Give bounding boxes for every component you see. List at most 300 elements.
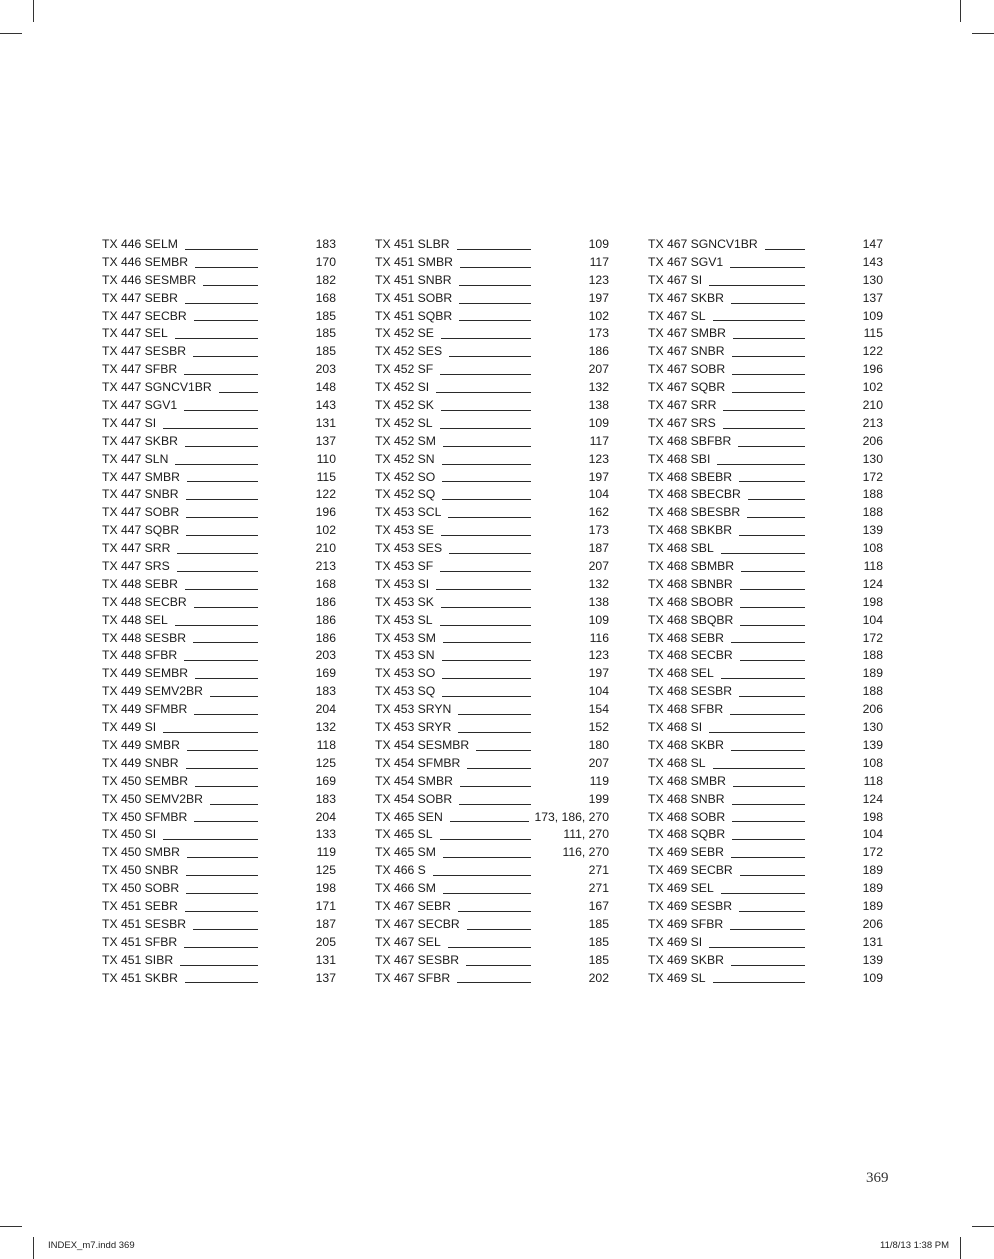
entry-leader-line [184, 947, 258, 948]
entry-code: TX 454 SMBR [375, 773, 453, 788]
index-entry [102, 612, 336, 630]
index-entry [648, 755, 883, 773]
entry-code: TX 450 SMBR [102, 845, 180, 860]
entry-code: TX 446 SEMBR [102, 254, 189, 269]
entry-pages: 109 [588, 415, 609, 430]
entry-leader-line [740, 589, 805, 590]
entry-pages: 119 [589, 773, 609, 788]
entry-leader-line [739, 911, 805, 912]
index-entry [648, 773, 883, 791]
entry-leader-line [186, 768, 258, 769]
entry-leader-line [163, 839, 258, 840]
entry-code: TX 450 SEMV2BR [102, 791, 203, 806]
index-entry [375, 451, 609, 469]
entry-pages: 185 [588, 952, 609, 967]
entry-pages: 205 [315, 934, 336, 949]
entry-pages: 104 [862, 827, 883, 842]
entry-leader-line [448, 947, 531, 948]
slug-datetime: 11/8/13 1:38 PM [880, 1240, 950, 1251]
entry-code: TX 453 SL [375, 612, 433, 627]
index-entry [648, 522, 883, 540]
entry-leader-line [732, 804, 805, 805]
entry-code: TX 447 SKBR [102, 433, 178, 448]
index-entry [648, 862, 883, 880]
index-entry [375, 630, 609, 648]
entry-code: TX 449 SEMBR [102, 666, 189, 681]
entry-leader-line [440, 839, 531, 840]
entry-code: TX 465 SEN [375, 809, 443, 824]
index-entry [102, 415, 336, 433]
entry-leader-line [184, 374, 258, 375]
entry-pages: 119 [316, 845, 336, 860]
entry-pages: 137 [315, 433, 336, 448]
entry-code: TX 468 SBKBR [648, 523, 732, 538]
entry-leader-line [185, 446, 258, 447]
entry-code: TX 454 SFMBR [375, 755, 461, 770]
entry-pages: 143 [315, 398, 336, 413]
entry-pages: 102 [588, 308, 609, 323]
entry-pages: 206 [862, 916, 883, 931]
entry-pages: 110 [316, 451, 336, 466]
index-entry [102, 236, 336, 254]
entry-leader-line [732, 839, 805, 840]
index-entry [102, 540, 336, 558]
index-entry [648, 254, 883, 272]
entry-leader-line [186, 893, 258, 894]
entry-code: TX 452 SF [375, 362, 434, 377]
entry-code: TX 468 SESBR [648, 684, 732, 699]
entry-code: TX 468 SBL [648, 541, 714, 556]
entry-pages: 204 [315, 809, 336, 824]
index-entry [102, 862, 336, 880]
entry-pages: 116, 270 [562, 845, 609, 860]
entry-pages: 138 [588, 594, 609, 609]
entry-pages: 186 [315, 630, 336, 645]
entry-leader-line [185, 911, 258, 912]
index-entry [648, 970, 883, 988]
entry-pages: 185 [315, 326, 336, 341]
entry-leader-line [747, 517, 805, 518]
entry-pages: 169 [315, 773, 336, 788]
entry-pages: 189 [862, 863, 883, 878]
entry-pages: 123 [588, 451, 609, 466]
entry-leader-line [732, 356, 805, 357]
index-entry [102, 755, 336, 773]
entry-leader-line [163, 428, 258, 429]
entry-leader-line [185, 303, 258, 304]
entry-pages: 130 [862, 451, 883, 466]
entry-code: TX 467 SI [648, 272, 703, 287]
index-entry [102, 576, 336, 594]
entry-pages: 187 [588, 541, 609, 556]
index-entry [375, 236, 609, 254]
index-entry [102, 898, 336, 916]
index-entry [648, 737, 883, 755]
entry-leader-line [449, 356, 531, 357]
entry-leader-line [443, 446, 531, 447]
index-entry [102, 970, 336, 988]
entry-pages: 109 [862, 308, 883, 323]
entry-leader-line [721, 893, 805, 894]
entry-pages: 206 [862, 433, 883, 448]
index-entry [648, 397, 883, 415]
entry-code: TX 451 SOBR [375, 290, 453, 305]
entry-leader-line [203, 285, 258, 286]
entry-code: TX 469 SKBR [648, 952, 724, 967]
entry-code: TX 451 SIBR [102, 952, 174, 967]
entry-code: TX 447 SRR [102, 541, 171, 556]
crop-mark-bottom-left-h [0, 1226, 22, 1227]
index-entry [648, 379, 883, 397]
entry-leader-line [476, 750, 531, 751]
index-entry [102, 254, 336, 272]
entry-leader-line [740, 607, 805, 608]
entry-leader-line [730, 267, 805, 268]
entry-code: TX 453 SES [375, 541, 443, 556]
entry-pages: 197 [588, 666, 609, 681]
entry-code: TX 468 SBI [648, 451, 711, 466]
entry-code: TX 467 SKBR [648, 290, 724, 305]
index-entry [102, 737, 336, 755]
entry-pages: 187 [315, 916, 336, 931]
index-entry [375, 254, 609, 272]
entry-leader-line [163, 732, 258, 733]
entry-leader-line [442, 464, 531, 465]
index-entry [375, 737, 609, 755]
entry-code: TX 468 SFBR [648, 702, 724, 717]
index-entry [375, 379, 609, 397]
index-entry [648, 880, 883, 898]
index-entry [648, 701, 883, 719]
crop-mark-top-right-v [960, 0, 961, 22]
entry-pages: 173, 186, 270 [534, 809, 609, 824]
entry-leader-line [450, 821, 530, 822]
entry-code: TX 451 SLBR [375, 237, 450, 251]
entry-code: TX 454 SESMBR [375, 737, 470, 752]
index-entry [102, 773, 336, 791]
entry-code: TX 469 SEL [648, 881, 714, 896]
entry-leader-line [738, 446, 805, 447]
entry-code: TX 468 SBNBR [648, 576, 733, 591]
index-entry [102, 630, 336, 648]
entry-pages: 188 [862, 487, 883, 502]
entry-leader-line [210, 804, 258, 805]
entry-code: TX 453 SQ [375, 684, 436, 699]
index-entry [375, 558, 609, 576]
entry-code: TX 449 SI [102, 720, 157, 735]
index-entry [375, 665, 609, 683]
index-entry [648, 236, 883, 254]
entry-leader-line [733, 338, 805, 339]
entry-pages: 108 [862, 541, 883, 556]
entry-pages: 111, 270 [563, 827, 609, 842]
entry-pages: 115 [316, 469, 336, 484]
entry-code: TX 446 SELM [102, 237, 178, 251]
entry-pages: 197 [588, 290, 609, 305]
entry-leader-line [748, 499, 805, 500]
entry-leader-line [180, 965, 258, 966]
index-entry [648, 898, 883, 916]
index-entry [102, 826, 336, 844]
index-entry [102, 361, 336, 379]
entry-code: TX 451 SESBR [102, 916, 186, 931]
index-entry [648, 290, 883, 308]
entry-leader-line [443, 642, 531, 643]
entry-code: TX 449 SMBR [102, 737, 180, 752]
index-entry [648, 844, 883, 862]
index-entry [102, 594, 336, 612]
entry-leader-line [457, 982, 531, 983]
entry-pages: 148 [315, 380, 336, 395]
entry-leader-line [219, 392, 258, 393]
entry-pages: 131 [862, 934, 883, 949]
entry-pages: 204 [315, 702, 336, 717]
entry-pages: 188 [862, 684, 883, 699]
crop-mark-top-left-h [0, 33, 22, 34]
entry-code: TX 452 SI [375, 380, 430, 395]
entry-pages: 210 [315, 541, 336, 556]
entry-pages: 133 [315, 827, 336, 842]
entry-code: TX 468 SMBR [648, 773, 726, 788]
entry-leader-line [717, 464, 805, 465]
entry-code: TX 451 SQBR [375, 308, 453, 323]
entry-leader-line [740, 875, 805, 876]
entry-code: TX 451 SMBR [375, 254, 453, 269]
entry-code: TX 467 SRR [648, 398, 717, 413]
page-number: 369 [866, 1170, 889, 1186]
entry-code: TX 453 SK [375, 594, 434, 609]
index-entry [102, 719, 336, 737]
entry-pages: 118 [863, 773, 883, 788]
index-entry [648, 486, 883, 504]
index-entry [375, 415, 609, 433]
entry-code: TX 453 SO [375, 666, 436, 681]
entry-leader-line [186, 499, 258, 500]
entry-code: TX 451 SEBR [102, 898, 178, 913]
entry-code: TX 467 SEBR [375, 898, 451, 913]
index-entry [375, 826, 609, 844]
entry-pages: 130 [862, 720, 883, 735]
entry-code: TX 466 SM [375, 881, 436, 896]
index-entry [648, 325, 883, 343]
entry-code: TX 468 SNBR [648, 791, 725, 806]
entry-leader-line [732, 392, 805, 393]
slug-file-info: INDEX_m7.indd 369 [48, 1240, 135, 1251]
entry-leader-line [732, 374, 805, 375]
entry-pages: 167 [588, 898, 609, 913]
entry-code: TX 453 SRYR [375, 720, 452, 735]
entry-pages: 143 [862, 254, 883, 269]
index-entry [102, 486, 336, 504]
entry-code: TX 468 SBESBR [648, 505, 741, 520]
entry-pages: 198 [862, 809, 883, 824]
entry-code: TX 469 SL [648, 970, 706, 985]
index-entry [648, 683, 883, 701]
entry-code: TX 451 SFBR [102, 934, 178, 949]
entry-code: TX 448 SEL [102, 612, 168, 627]
entry-code: TX 449 SEMV2BR [102, 684, 203, 699]
index-entry [375, 290, 609, 308]
entry-pages: 180 [588, 737, 609, 752]
entry-leader-line [186, 535, 258, 536]
entry-leader-line [441, 607, 531, 608]
entry-code: TX 468 SBQBR [648, 612, 734, 627]
entry-code: TX 465 SL [375, 827, 433, 842]
index-entry [648, 665, 883, 683]
index-entry [648, 719, 883, 737]
index-entry [375, 486, 609, 504]
entry-code: TX 469 SESBR [648, 898, 732, 913]
entry-pages: 186 [315, 594, 336, 609]
index-entry [375, 540, 609, 558]
entry-pages: 168 [315, 290, 336, 305]
entry-pages: 118 [863, 559, 883, 574]
entry-pages: 152 [588, 720, 609, 735]
entry-pages: 196 [315, 505, 336, 520]
entry-pages: 189 [862, 898, 883, 913]
entry-code: TX 452 SN [375, 451, 435, 466]
index-entry [102, 558, 336, 576]
entry-leader-line [443, 893, 531, 894]
entry-code: TX 468 SEL [648, 666, 714, 681]
entry-leader-line [723, 410, 805, 411]
entry-leader-line [184, 660, 258, 661]
entry-pages: 213 [315, 559, 336, 574]
entry-code: TX 469 SECBR [648, 863, 733, 878]
entry-pages: 203 [315, 648, 336, 663]
entry-pages: 139 [862, 737, 883, 752]
index-entry [102, 880, 336, 898]
entry-leader-line [709, 947, 805, 948]
entry-pages: 185 [315, 308, 336, 323]
entry-leader-line [195, 267, 258, 268]
entry-pages: 154 [588, 702, 609, 717]
entry-code: TX 447 SGNCV1BR [102, 380, 212, 395]
index-entry [648, 612, 883, 630]
entry-pages: 207 [588, 755, 609, 770]
entry-leader-line [442, 696, 531, 697]
entry-pages: 186 [588, 344, 609, 359]
entry-leader-line [187, 857, 258, 858]
entry-pages: 172 [862, 469, 883, 484]
index-column-1 [102, 236, 336, 987]
index-entry [375, 647, 609, 665]
index-entry [375, 880, 609, 898]
entry-code: TX 453 SM [375, 630, 436, 645]
entry-code: TX 452 SM [375, 433, 436, 448]
entry-leader-line [709, 285, 805, 286]
entry-pages: 172 [862, 630, 883, 645]
entry-leader-line [186, 517, 258, 518]
entry-code: TX 447 SRS [102, 559, 170, 574]
entry-pages: 188 [862, 648, 883, 663]
entry-code: TX 467 SFBR [375, 970, 451, 985]
entry-code: TX 468 SL [648, 755, 706, 770]
entry-leader-line [460, 267, 531, 268]
entry-leader-line [739, 481, 805, 482]
entry-pages: 137 [862, 290, 883, 305]
index-entry [102, 433, 336, 451]
entry-code: TX 454 SOBR [375, 791, 453, 806]
entry-code: TX 468 SBFBR [648, 433, 732, 448]
index-entry [102, 665, 336, 683]
entry-leader-line [730, 929, 805, 930]
entry-leader-line [185, 589, 258, 590]
entry-code: TX 447 SNBR [102, 487, 179, 502]
entry-leader-line [467, 768, 531, 769]
entry-code: TX 447 SGV1 [102, 398, 178, 413]
entry-leader-line [458, 732, 531, 733]
entry-leader-line [436, 392, 531, 393]
index-entry [375, 522, 609, 540]
entry-leader-line [467, 929, 531, 930]
entry-leader-line [739, 696, 805, 697]
entry-pages: 122 [862, 344, 883, 359]
entry-leader-line [442, 660, 531, 661]
entry-code: TX 467 SESBR [375, 952, 459, 967]
index-entry [648, 647, 883, 665]
entry-leader-line [193, 356, 258, 357]
index-entry [648, 826, 883, 844]
entry-pages: 102 [315, 523, 336, 538]
index-entry [102, 809, 336, 827]
index-entry [375, 916, 609, 934]
entry-leader-line [195, 678, 258, 679]
entry-pages: 131 [315, 415, 336, 430]
entry-leader-line [740, 625, 805, 626]
index-entry [102, 290, 336, 308]
entry-leader-line [458, 714, 531, 715]
entry-pages: 198 [862, 594, 883, 609]
entry-leader-line [194, 821, 258, 822]
entry-code: TX 453 SF [375, 559, 434, 574]
entry-leader-line [194, 320, 258, 321]
index-entry [102, 504, 336, 522]
entry-code: TX 467 SQBR [648, 380, 726, 395]
entry-code: TX 447 SQBR [102, 523, 180, 538]
entry-code: TX 449 SFMBR [102, 702, 188, 717]
entry-leader-line [195, 786, 258, 787]
entry-pages: 131 [315, 952, 336, 967]
entry-code: TX 447 SMBR [102, 469, 180, 484]
entry-leader-line [187, 750, 258, 751]
entry-code: TX 468 SI [648, 720, 703, 735]
index-entry [375, 755, 609, 773]
entry-code: TX 452 SK [375, 398, 434, 413]
index-entry [648, 469, 883, 487]
entry-leader-line [713, 320, 805, 321]
entry-leader-line [739, 535, 805, 536]
index-entry [375, 898, 609, 916]
entry-code: TX 446 SESMBR [102, 272, 197, 287]
entry-pages: 173 [588, 326, 609, 341]
index-entry [102, 844, 336, 862]
entry-code: TX 447 SFBR [102, 362, 178, 377]
entry-code: TX 469 SI [648, 934, 703, 949]
entry-code: TX 453 SN [375, 648, 435, 663]
entry-leader-line [442, 678, 531, 679]
entry-code: TX 452 SO [375, 469, 436, 484]
index-entry [648, 451, 883, 469]
entry-code: TX 467 SL [648, 308, 706, 323]
entry-leader-line [732, 821, 805, 822]
entry-code: TX 467 SGNCV1BR [648, 237, 758, 251]
entry-code: TX 469 SEBR [648, 845, 724, 860]
entry-pages: 189 [862, 666, 883, 681]
entry-pages: 109 [588, 237, 609, 251]
entry-code: TX 468 SBMBR [648, 559, 735, 574]
entry-code: TX 468 SBECBR [648, 487, 741, 502]
